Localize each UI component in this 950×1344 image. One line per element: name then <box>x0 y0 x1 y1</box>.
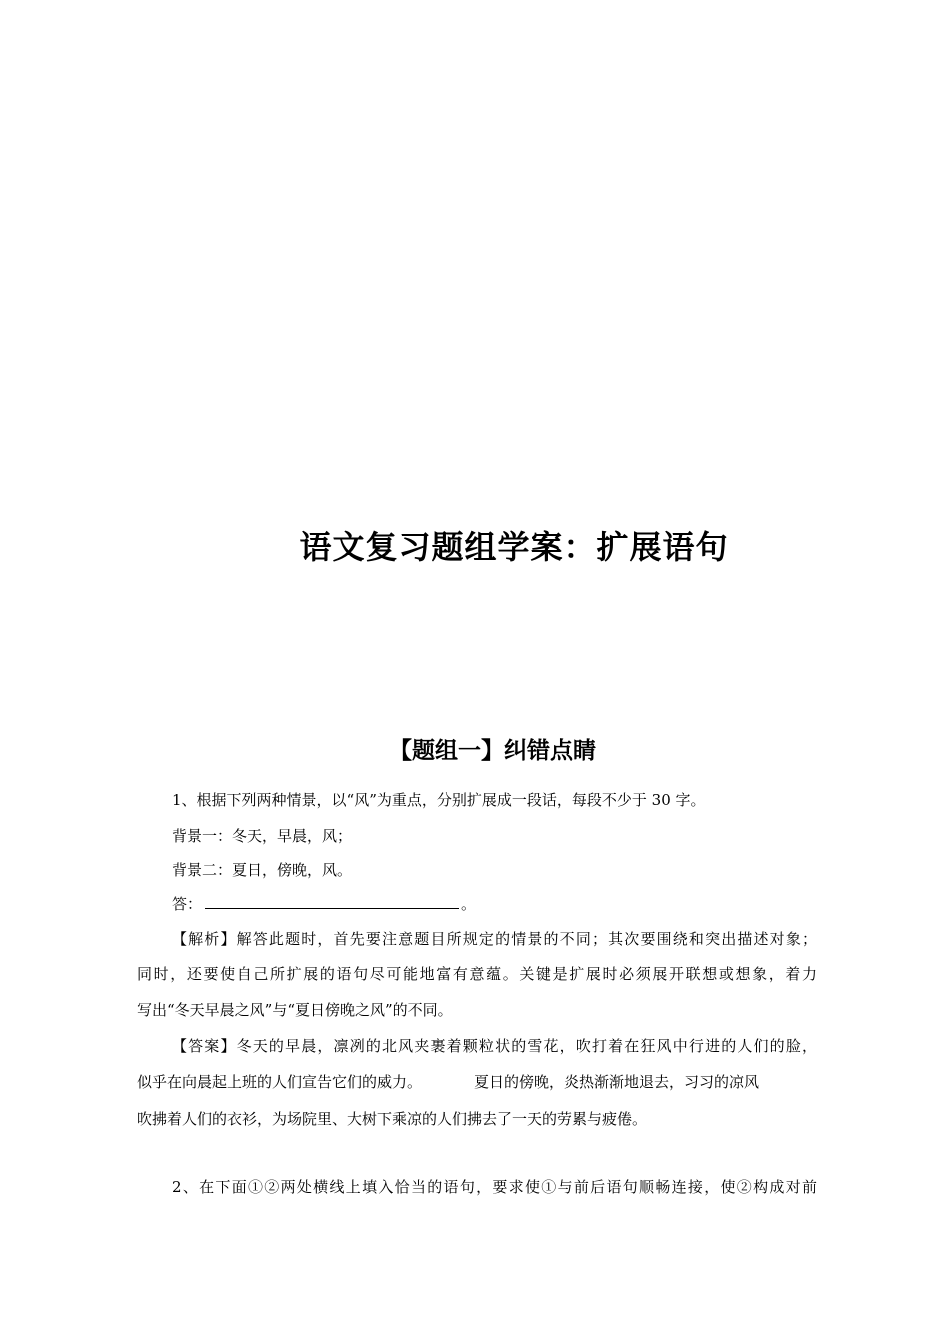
answer-text-line-1: 【答案】冬天的早晨，凛冽的北风夹裹着颗粒状的雪花，吹打着在狂风中行进的人们的脸， <box>172 1037 817 1055</box>
answer-blank <box>205 894 459 909</box>
question-1-context-2: 背景二：夏日，傍晚，风。 <box>172 861 353 879</box>
question-1-context-1: 背景一：冬天，早晨，风； <box>172 827 353 845</box>
analysis-line-3: 写出“冬天早晨之风”与“夏日傍晚之风”的不同。 <box>137 1001 453 1019</box>
answer-text-part-1: 似乎在向晨起上班的人们宣告它们的威力。 <box>137 1073 423 1091</box>
section-heading: 【题组一】纠错点睛 <box>389 738 596 764</box>
answer-text-part-2: 夏日的傍晚，炎热渐渐地退去，习习的凉风 <box>474 1073 760 1091</box>
question-2-stem: 2、在下面①②两处横线上填入恰当的语句，要求使①与前后语句顺畅连接，使②构成对前 <box>172 1178 817 1196</box>
answer-prefix: 答： <box>172 895 203 913</box>
answer-suffix: 。 <box>461 895 477 913</box>
answer-text-line-2 <box>137 1072 817 1092</box>
document-title: 语文复习题组学案：扩展语句 <box>299 528 729 566</box>
answer-text-line-3: 吹拂着人们的衣衫，为场院里、大树下乘凉的人们拂去了一天的劳累与疲倦。 <box>137 1110 648 1128</box>
analysis-line-1: 【解析】解答此题时，首先要注意题目所规定的情景的不同；其次要围绕和突出描述对象； <box>172 930 817 948</box>
analysis-line-2: 同时，还要使自己所扩展的语句尽可能地富有意蕴。关键是扩展时必须展开联想或想象，着力 <box>137 965 817 983</box>
question-1-stem: 1、根据下列两种情景，以“风”为重点，分别扩展成一段话，每段不少于 30 字。 <box>172 791 706 809</box>
question-1-answer-line <box>172 894 852 914</box>
